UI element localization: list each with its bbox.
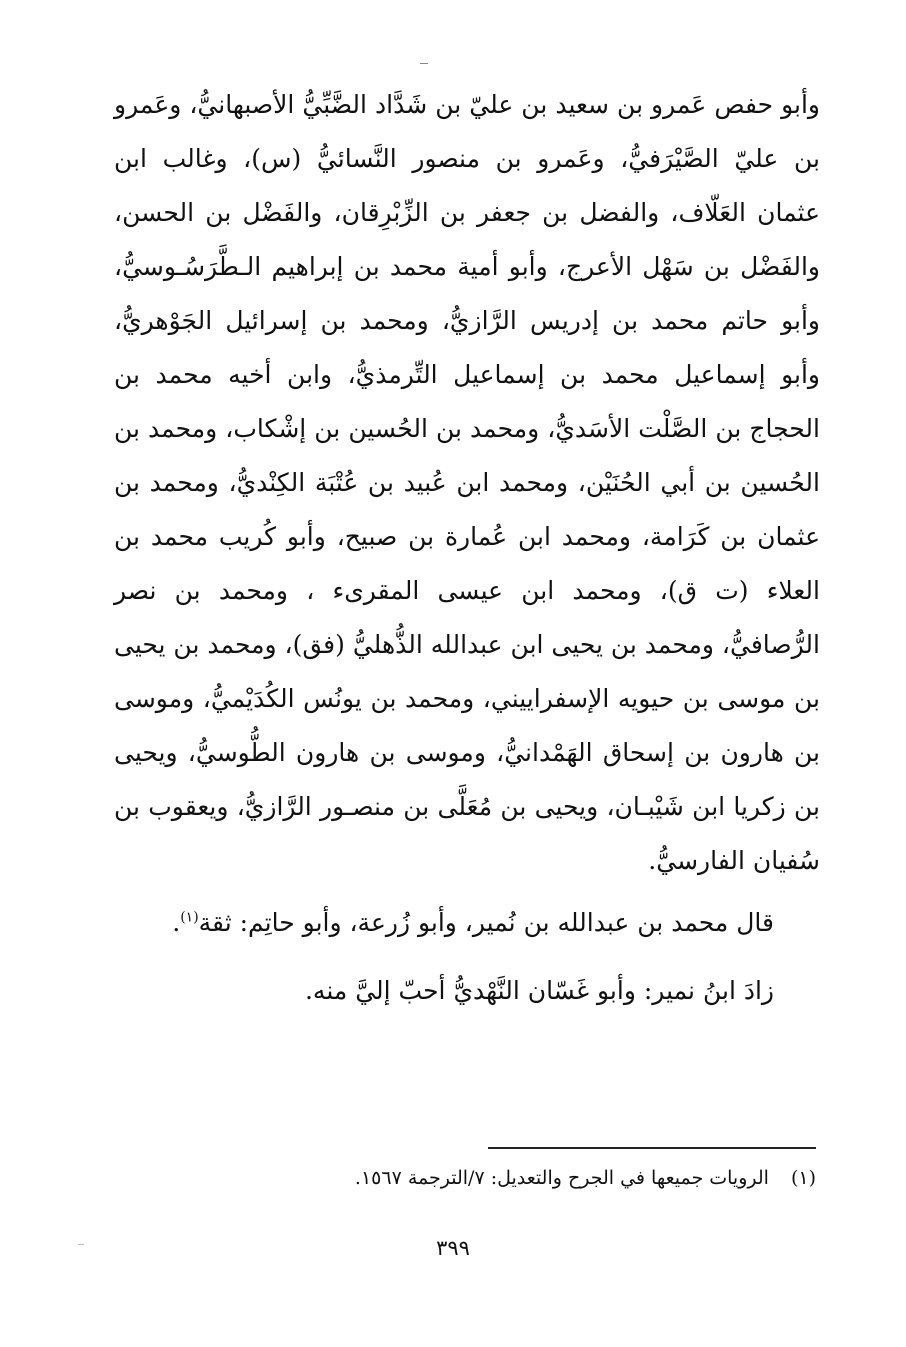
paragraph-narrators-list: وأبو حفص عَمرو بن سعيد بن عليّ بن شَدَّاد الضَّبِّيُّ الأصبهانيُّ، وعَمرو بن عليّ الصَّيْرَفيُّ، وعَمرو بن منصور النَّسائيُّ (س)، وغالب ابن عثمان العَلّاف، والفضل بن جعفر بن الزِّبْرِقان، والفَضْل بن الحسن، والفَضْل بن سَهْل الأعرج، وأبو أمية محمد بن إبراهيم الـطَّرَسُـوسيُّ، وأبو حاتم محمد بن إدريس الرَّازيُّ، ومحمد بن إسرائيل الجَوْهريُّ، وأبو إسماعيل محمد بن إسماعيل التِّرمذيُّ، وابن أخيه محمد بن الحجاج بن الصَّلْت الأسَديُّ، ومحمد بن الحُسين بن إشْكاب، ومحمد بن الحُسين بن أبي الحُنَيْن، ومحمد ابن عُبيد بن عُتْبَة الكِنْديُّ، ومحمد بن عثمان بن كَرَامة، ومحمد ابن عُمارة بن صبيح، وأبو كُريب محمد بن العلاء (ت ق)، ومحمد ابن عيسى المقرىء ، ومحمد بن نصر الرُّصافيُّ، ومحمد بن يحيى ابن عبدالله الذُّهليُّ (فق)، ومحمد بن يحيى بن موسى بن حيويه الإسفراييني، ومحمد بن يونُس الكُدَيْميُّ، وموسى بن هارون بن إسحاق الهَمْدانيُّ، وموسى بن هارون الطُّوسيُّ، ويحيى بن زكريا ابن شَيْبـان، ويحيى بن مُعَلَّى بن منصـور الرَّازيُّ، ويعقوب بن سُفيان الفارسيُّ. — [114, 90, 820, 875]
main-text — [114, 78, 820, 1018]
bottom-scan-mark — [78, 1244, 84, 1245]
footnote-text: الرويات جميعها في الجرح والتعديل: ٧/الترجمة ١٥٦٧. — [354, 1167, 769, 1189]
footnote-number: (١) — [790, 1167, 816, 1189]
page-number: ٣٩٩ — [436, 1236, 470, 1260]
footnote — [200, 1163, 816, 1193]
top-scan-mark — [420, 63, 428, 64]
footnote-separator — [488, 1147, 816, 1149]
paragraph-reliability-statement — [114, 898, 820, 948]
reliability-statement-end: . — [172, 908, 181, 937]
reliability-statement-text: قال محمد بن عبدالله بن نُمير، وأبو زُرعة، وأبو حاتِم: ثقة — [198, 908, 774, 937]
paragraph-addition-statement: زادَ ابنُ نمير: وأبو غَسّان النَّهْديُّ أحبّ إليَّ منه. — [304, 976, 774, 1005]
footnote-reference[interactable]: (١) — [180, 909, 199, 926]
